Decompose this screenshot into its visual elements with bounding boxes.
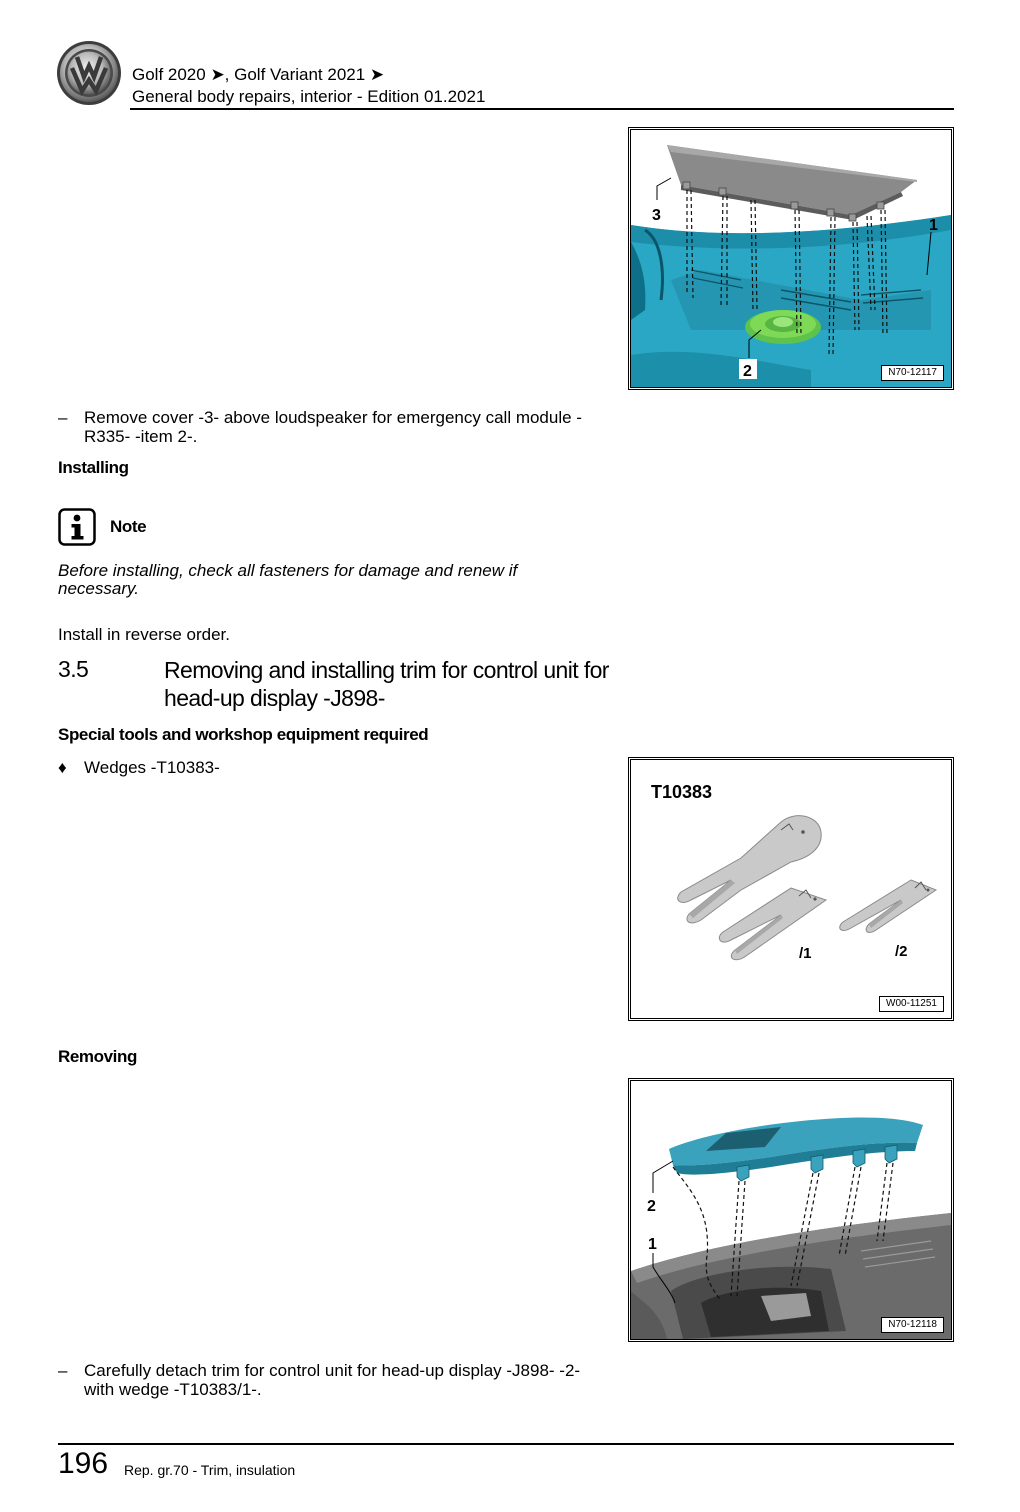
vw-logo-icon bbox=[56, 40, 122, 106]
figure-cover-removal-illustration bbox=[631, 130, 951, 387]
step-remove-cover bbox=[58, 408, 598, 446]
step-text: Remove cover -3- above loudspeaker for emergency call module -R335- -item 2-. bbox=[84, 408, 582, 446]
list-marker: – bbox=[58, 1361, 68, 1380]
step-detach-trim bbox=[58, 1361, 598, 1399]
list-marker: – bbox=[58, 408, 68, 427]
info-icon bbox=[58, 508, 96, 546]
fig1-label-2: 2 bbox=[743, 363, 752, 380]
removing-heading: Removing bbox=[58, 1047, 137, 1066]
step-text: Carefully detach trim for control unit for head-up display -J898- -2- with wedge -T10383/1-. bbox=[84, 1361, 581, 1399]
bullet-diamond-icon: ♦ bbox=[58, 758, 67, 777]
footer-rule bbox=[58, 1443, 954, 1445]
figure-trim-removal bbox=[628, 1078, 954, 1342]
fig1-label-3: 3 bbox=[652, 207, 661, 224]
figure-reference-code: N70-12118 bbox=[881, 1317, 944, 1333]
figure-wedges bbox=[628, 757, 954, 1021]
install-reverse-order: Install in reverse order. bbox=[58, 625, 230, 644]
fig3-label-2: 2 bbox=[647, 1198, 656, 1215]
special-tools-heading: Special tools and workshop equipment required bbox=[58, 725, 429, 744]
figure-cover-removal bbox=[628, 127, 954, 390]
tool-list-item bbox=[58, 758, 598, 777]
figure-reference-code: N70-12117 bbox=[881, 365, 944, 381]
section-title: Removing and installing trim for control unit for head-up display -J898- bbox=[164, 657, 609, 711]
installing-heading: Installing bbox=[58, 458, 129, 477]
fig2-label-2: /2 bbox=[895, 943, 908, 960]
footer-repair-group: Rep. gr.70 - Trim, insulation bbox=[124, 1462, 296, 1478]
tool-item-text: Wedges -T10383- bbox=[84, 758, 220, 777]
fig3-label-1: 1 bbox=[648, 1236, 657, 1253]
section-number: 3.5 bbox=[58, 656, 89, 682]
note-text: Before installing, check all fasteners for damage and renew if necessary. bbox=[58, 561, 518, 598]
page-number: 196 bbox=[58, 1447, 109, 1480]
figure-wedges-illustration bbox=[631, 760, 951, 1018]
fig1-label-1: 1 bbox=[929, 217, 938, 234]
fig2-label-1: /1 bbox=[799, 945, 812, 962]
header-rule bbox=[130, 108, 954, 110]
figure-trim-removal-illustration bbox=[631, 1081, 951, 1339]
header-subtitle: General body repairs, interior - Edition 01.2021 bbox=[132, 87, 486, 106]
header-title: Golf 2020 ➤, Golf Variant 2021 ➤ bbox=[132, 65, 385, 84]
figure-reference-code: W00-11251 bbox=[879, 996, 944, 1012]
tool-code-label: T10383 bbox=[651, 782, 713, 802]
note-label: Note bbox=[110, 517, 147, 536]
